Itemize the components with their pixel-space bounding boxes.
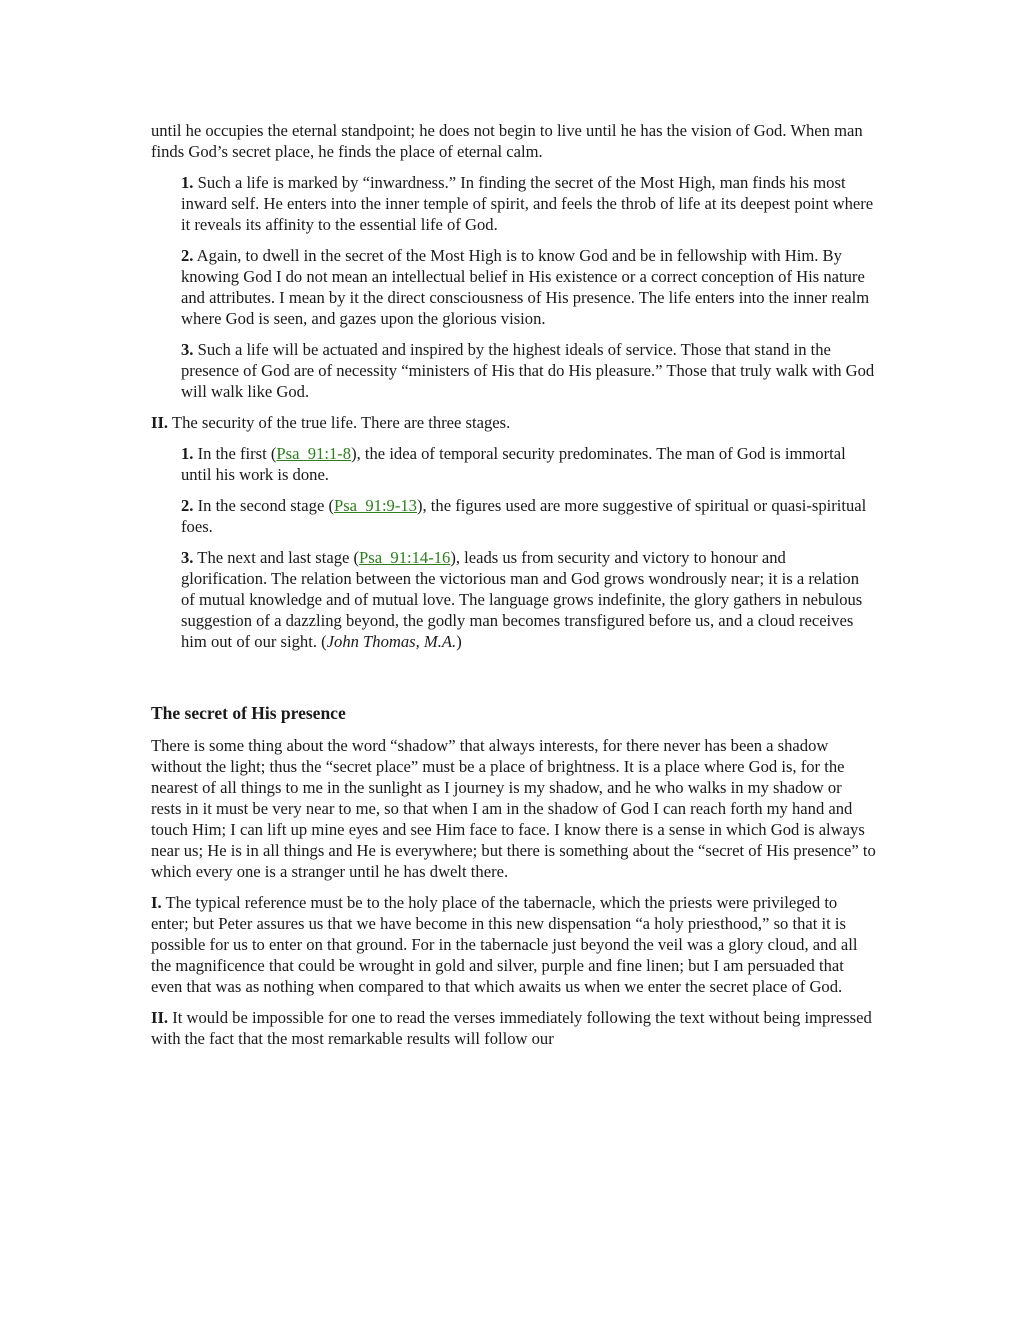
body-paragraph-1: There is some thing about the word “shadow” that always interests, for there never has been a shadow without the light; thus the “secret place” must be a place of brightness. It is a place where God is, for the nearest of all things to me in the sunlight as I journey is my shadow, and he who walks in my shadow or rests in it must be very near to me, so that when I am in the shadow of God I can reach forth my hand and touch Him; I can lift up mine eyes and see Him face to face. I know there is a sense in which God is always near us; He is in all things and He is everywhere; but there is something about the “secret of His presence” to which every one is a stranger until he has dwelt there. — [151, 736, 876, 881]
body-paragraph-2 — [151, 892, 876, 997]
paragraph-number: I. — [151, 893, 162, 912]
stage-3-paragraph — [181, 547, 876, 652]
scripture-link[interactable]: Psa_91:14-16 — [359, 548, 451, 567]
document-page — [151, 120, 876, 1059]
paragraph-text: It would be impossible for one to read the verses immediately following the text without being impressed with the fact that the most remarkable results will follow our — [151, 1008, 872, 1048]
point-2-paragraph — [181, 245, 876, 329]
section-text: The security of the true life. There are three stages. — [168, 413, 511, 432]
stage-1-paragraph — [181, 443, 876, 485]
scripture-link[interactable]: Psa_91:1-8 — [276, 444, 352, 463]
point-number: 3. — [181, 340, 194, 359]
stage-text-post: ), the figures used are more suggestive of spiritual or quasi-spiritual foes. — [181, 496, 867, 536]
stage-text-post: ), leads us from security and victory to honour and glorification. The relation between the victorious man and God grows wondrously near; it is a relation of mutual knowledge and of mutual love. The language grows indefinite, the glory gathers in nebulous suggestion of a dazzling beyond, the godly man becomes transfigured before us, and a cloud receives him out of our sight. ( — [181, 548, 863, 651]
section-2-paragraph — [151, 412, 876, 433]
stage-number: 2. — [181, 496, 194, 515]
stage-2-paragraph — [181, 495, 876, 537]
point-3-paragraph — [181, 339, 876, 402]
stage-text-pre: In the first ( — [193, 444, 277, 463]
point-text: Such a life will be actuated and inspired by the highest ideals of service. Those that stand in the presence of God are of necessity “ministers of His that do His pleasure.” Those that truly walk with God will walk like God. — [181, 340, 875, 401]
intro-paragraph: until he occupies the eternal standpoint; he does not begin to live until he has the vision of God. When man finds God’s secret place, he finds the place of eternal calm. — [151, 121, 863, 161]
stage-number: 1. — [181, 444, 194, 463]
point-text: Such a life is marked by “inwardness.” In finding the secret of the Most High, man finds his most inward self. He enters into the inner temple of spirit, and feels the throb of life at its deepest point where it reveals its affinity to the essential life of God. — [181, 173, 874, 234]
point-1-paragraph — [181, 172, 876, 235]
citation-close: ) — [456, 632, 462, 651]
scripture-link[interactable]: Psa_91:9-13 — [334, 496, 417, 515]
author-citation: John Thomas, M.A. — [326, 632, 457, 651]
point-text: Again, to dwell in the secret of the Most High is to know God and be in fellowship with Him. By knowing God I do not mean an intellectual belief in His existence or a correct conception of His nature and attributes. I mean by it the direct consciousness of His presence. The life enters into the inner realm where God is seen, and gazes upon the glorious vision. — [181, 246, 870, 328]
stage-number: 3. — [181, 548, 194, 567]
paragraph-number: II. — [151, 1008, 169, 1027]
point-number: 2. — [181, 246, 194, 265]
stage-text-pre: The next and last stage ( — [193, 548, 360, 567]
paragraph-text: The typical reference must be to the holy place of the tabernacle, which the priests were privileged to enter; but Peter assures us that we have become in this new dispensation “a holy priesthood,” so that it is possible for us to enter on that ground. For in the tabernacle just beyond the veil was a glory cloud, and all the magnificence that could be wrought in gold and silver, purple and fine linen; but I am persuaded that even that was as nothing when compared to that which awaits us when we enter the secret place of God. — [151, 893, 858, 996]
body-paragraph-3 — [151, 1007, 876, 1049]
point-number: 1. — [181, 173, 194, 192]
stage-text-post: ), the idea of temporal security predominates. The man of God is immortal until his work is done. — [181, 444, 846, 484]
section-heading: The secret of His presence — [151, 703, 346, 723]
stage-text-pre: In the second stage ( — [193, 496, 334, 515]
section-number: II. — [151, 413, 169, 432]
